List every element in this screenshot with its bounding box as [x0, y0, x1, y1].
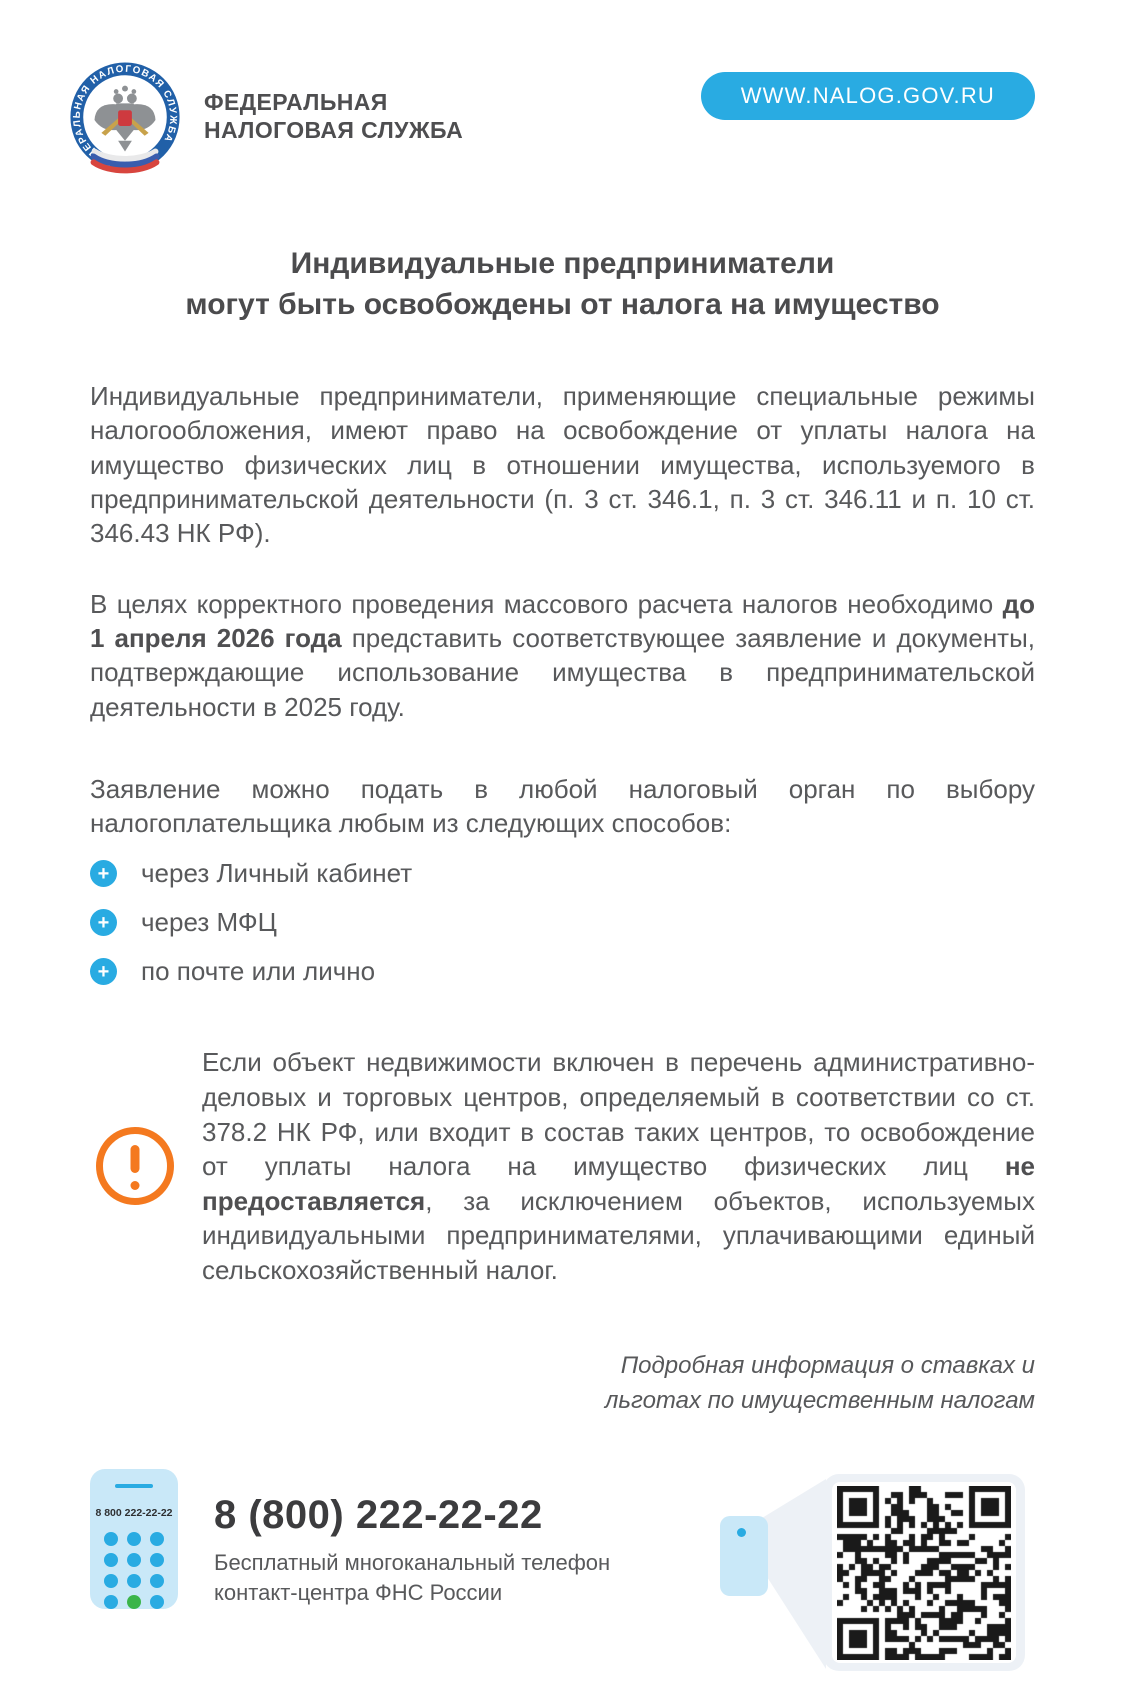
- header: [0, 0, 1125, 188]
- qr-illustration: [700, 1469, 1035, 1679]
- plus-icon: +: [90, 860, 117, 887]
- smartphone-icon: [720, 1516, 768, 1596]
- fns-logo-icon: [66, 58, 184, 188]
- submission-text: Заявление можно подать в любой налоговый орган по выбору налогоплательщика любым из следующих способов:: [90, 773, 1035, 839]
- agency-name-line1: ФЕДЕРАЛЬНАЯ: [204, 89, 388, 115]
- title-line1: Индивидуальные предприниматели: [290, 247, 835, 280]
- option-label: через МФЦ: [141, 907, 277, 938]
- plus-icon: +: [90, 909, 117, 936]
- camera-dot: [737, 1528, 746, 1537]
- hotline-number: 8 (800) 222-22-22: [214, 1493, 543, 1538]
- warning-note: [90, 1045, 1035, 1287]
- phone-keypad: [104, 1532, 164, 1609]
- exclamation-icon: [96, 1127, 174, 1205]
- deadline-text-before: В целях корректного проведения массового расчета налогов необходимо: [90, 588, 1003, 619]
- hotline-caption: [214, 1548, 610, 1607]
- website-button[interactable]: WWW.NALOG.GOV.RU: [701, 72, 1035, 120]
- phone-icon: [90, 1469, 178, 1609]
- hotline-caption-line1: Бесплатный многоканальный телефон: [214, 1550, 611, 1576]
- deadline-paragraph: [90, 587, 1035, 724]
- option-personal-account: [90, 858, 1035, 889]
- qr-caption-line1: Подробная информация о ставках и: [620, 1352, 1035, 1380]
- warning-bold: не предоставляется: [202, 1151, 1035, 1216]
- intro-text: Индивидуальные предприниматели, применяющие специальные режимы налогообложения, имеют право на освобождение от уплаты налога на имущество физических лиц в отношении имущества, используемого в предпринимательской деятельности (п. 3 ст. 346.1, п. 3 ст. 346.11 и п. 10 ст. 346.43 НК РФ).: [90, 381, 1035, 549]
- qr-card: [823, 1474, 1025, 1671]
- deadline-date: до 1 апреля 2026 года: [90, 588, 1035, 653]
- content: [0, 379, 1125, 1699]
- qr-caption-line2: льготах по имущественным налогам: [604, 1387, 1035, 1415]
- submission-options-list: [90, 858, 1035, 987]
- page-title: [0, 244, 1125, 325]
- deadline-text-after: представить соответствующее заявление и документы, подтверждающие использование имущества в предпринимательской деятельности в 2025 году.: [90, 622, 1035, 722]
- phone-speaker: [115, 1484, 153, 1488]
- footer: [90, 1469, 1035, 1699]
- hotline-caption-line2: контакт-центра ФНС России: [214, 1579, 503, 1605]
- intro-paragraph: [90, 379, 1035, 551]
- title-line2: могут быть освобождены от налога на имущество: [185, 287, 940, 321]
- plus-icon: +: [90, 958, 117, 985]
- option-label: по почте или лично: [141, 956, 376, 987]
- qr-caption: [90, 1349, 1035, 1419]
- agency-name-line2: НАЛОГОВАЯ СЛУЖБА: [204, 117, 464, 144]
- phone-screen-number: 8 800 222-22-22: [95, 1507, 173, 1520]
- warning-text: [202, 1045, 1035, 1287]
- warning-text-after: , за исключением объектов, используемых индивидуальными предпринимателями, уплачивающими единый сельскохозяйственный налог.: [202, 1185, 1035, 1285]
- option-mail: [90, 956, 1035, 987]
- warning-text-before: Если объект недвижимости включен в перечень административно-деловых и торговых центров, определяемый в соответствии со ст. 378.2 НК РФ, или входит в состав таких центров, то освобождение от уплаты налога на имущество физических лиц: [202, 1047, 1035, 1182]
- agency-name: [204, 88, 463, 144]
- option-mfc: [90, 907, 1035, 938]
- submission-paragraph: [90, 772, 1035, 841]
- logo-ring-text: ФЕДЕРАЛЬНАЯ НАЛОГОВАЯ СЛУЖБА: [71, 63, 179, 169]
- qr-code: [837, 1486, 1011, 1660]
- option-label: через Личный кабинет: [141, 858, 413, 889]
- hotline-text: [214, 1493, 610, 1607]
